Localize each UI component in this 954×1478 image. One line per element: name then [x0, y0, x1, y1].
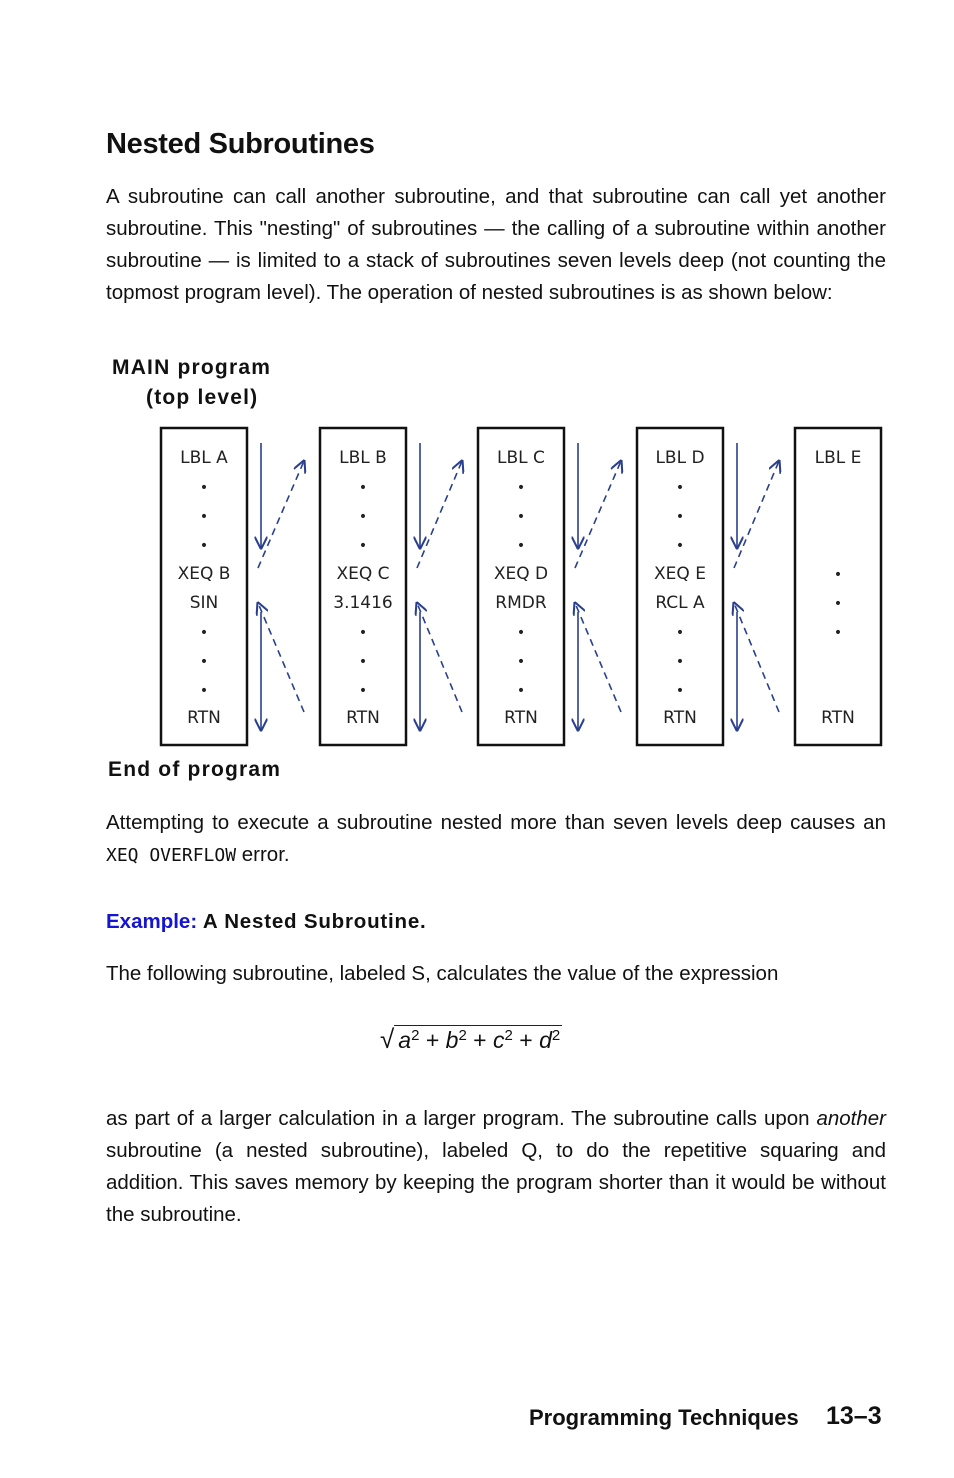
box-2-row-5: RMDR — [495, 593, 547, 613]
sqrt-formula — [380, 1024, 562, 1055]
box-2-row-2: • — [516, 509, 526, 525]
jump-arrow-1 — [417, 461, 462, 568]
box-1-row-7: • — [358, 654, 368, 670]
footer-chapter: Programming Techniques — [529, 1405, 799, 1430]
box-0-row-5: SIN — [189, 593, 219, 613]
overflow-display-text: XEQ OVERFLOW — [106, 845, 237, 866]
box-4-row-4: • — [833, 567, 843, 583]
closing-text-2: subroutine (a nested subroutine), labeled Q, to do the repetitive squaring and addition. This saves memory by keeping the program shorter than it would be without the subroutine. — [106, 1139, 886, 1226]
main-program-label: MAIN program — [112, 356, 272, 379]
box-2-row-8: • — [516, 683, 526, 699]
box-0-row-2: • — [199, 509, 209, 525]
return-arrow-3 — [734, 603, 779, 712]
box-2-row-4: XEQ D — [493, 564, 549, 584]
box-0-row-0: LBL A — [180, 448, 228, 468]
closing-emphasis: another — [816, 1107, 886, 1130]
box-1-row-1: • — [358, 480, 368, 496]
box-3-row-4: XEQ E — [654, 564, 706, 584]
box-1-row-2: • — [358, 509, 368, 525]
box-1-row-0: LBL B — [339, 448, 387, 468]
radical-sign: √ — [380, 1024, 395, 1054]
box-0-row-9: RTN — [187, 708, 221, 728]
box-2-row-7: • — [516, 654, 526, 670]
overflow-text-end: error. — [236, 843, 290, 866]
box-3-row-0: LBL D — [655, 448, 705, 468]
box-0-row-8: • — [199, 683, 209, 699]
box-1-row-5: 3.1416 — [333, 593, 393, 613]
radicand — [394, 1025, 562, 1053]
section-title: Nested Subroutines — [106, 128, 375, 160]
end-of-program-label: End of program — [108, 758, 282, 781]
jump-arrow-0 — [258, 461, 304, 568]
expression-intro: The following subroutine, labeled S, calculates the value of the expression — [106, 962, 779, 985]
plus-3: + — [519, 1027, 533, 1053]
exp-c: 2 — [504, 1027, 513, 1044]
box-2-row-1: • — [516, 480, 526, 496]
box-2-row-3: • — [516, 538, 526, 554]
exp-a: 2 — [411, 1027, 420, 1044]
box-3-row-8: • — [675, 683, 685, 699]
return-arrow-2 — [575, 603, 621, 712]
box-0-row-1: • — [199, 480, 209, 496]
box-3-row-5: RCL A — [655, 593, 705, 613]
var-d: d — [539, 1027, 552, 1053]
box-1-row-3: • — [358, 538, 368, 554]
var-c: c — [493, 1027, 505, 1053]
box-2-row-0: LBL C — [497, 448, 545, 468]
box-0-row-6: • — [199, 625, 209, 641]
box-3-row-2: • — [675, 509, 685, 525]
return-arrow-1 — [417, 603, 462, 712]
box-2-row-9: RTN — [504, 708, 538, 728]
var-a: a — [398, 1027, 412, 1053]
subroutine-box-4 — [795, 428, 881, 745]
box-4-row-5: • — [833, 596, 843, 612]
box-4-row-6: • — [833, 625, 843, 641]
return-arrow-0 — [258, 603, 304, 712]
example-heading — [106, 906, 886, 938]
box-3-row-1: • — [675, 480, 685, 496]
box-3-row-6: • — [675, 625, 685, 641]
plus-1: + — [425, 1027, 440, 1053]
box-2-row-6: • — [516, 625, 526, 641]
overflow-text: Attempting to execute a subroutine nested more than seven levels deep causes an — [106, 811, 886, 834]
box-4-row-9: RTN — [821, 708, 855, 728]
box-3-row-3: • — [675, 538, 685, 554]
closing-text-1: as part of a larger calculation in a larger program. The subroutine calls upon — [106, 1107, 817, 1130]
box-0-row-3: • — [199, 538, 209, 554]
box-0-row-7: • — [199, 654, 209, 670]
intro-paragraph: A subroutine can call another subroutine, and that subroutine can call yet another subroutine. This "nesting" of subroutines — the calling of a subroutine within another subroutine — is limited to a stack of subroutines seven levels deep (not counting the topmost program level). The operation of nested subroutines is as shown below: — [106, 185, 886, 304]
top-level-label: (top level) — [146, 386, 259, 409]
exp-b: 2 — [458, 1027, 467, 1044]
var-b: b — [445, 1027, 459, 1053]
box-1-row-8: • — [358, 683, 368, 699]
box-1-row-9: RTN — [346, 708, 380, 728]
box-1-row-4: XEQ C — [336, 564, 390, 584]
example-title: A Nested Subroutine. — [202, 910, 427, 933]
jump-arrow-3 — [734, 461, 779, 568]
plus-2: + — [473, 1027, 487, 1053]
box-4-row-0: LBL E — [814, 448, 862, 468]
example-keyword: Example: — [106, 910, 198, 933]
box-0-row-4: XEQ B — [177, 564, 231, 584]
box-3-row-9: RTN — [663, 708, 697, 728]
box-1-row-6: • — [358, 625, 368, 641]
box-3-row-7: • — [675, 654, 685, 670]
jump-arrow-2 — [575, 461, 621, 568]
footer-page-number: 13–3 — [826, 1402, 882, 1430]
closing-paragraph — [106, 1103, 886, 1231]
exp-d: 2 — [551, 1027, 561, 1044]
overflow-paragraph — [106, 807, 886, 872]
